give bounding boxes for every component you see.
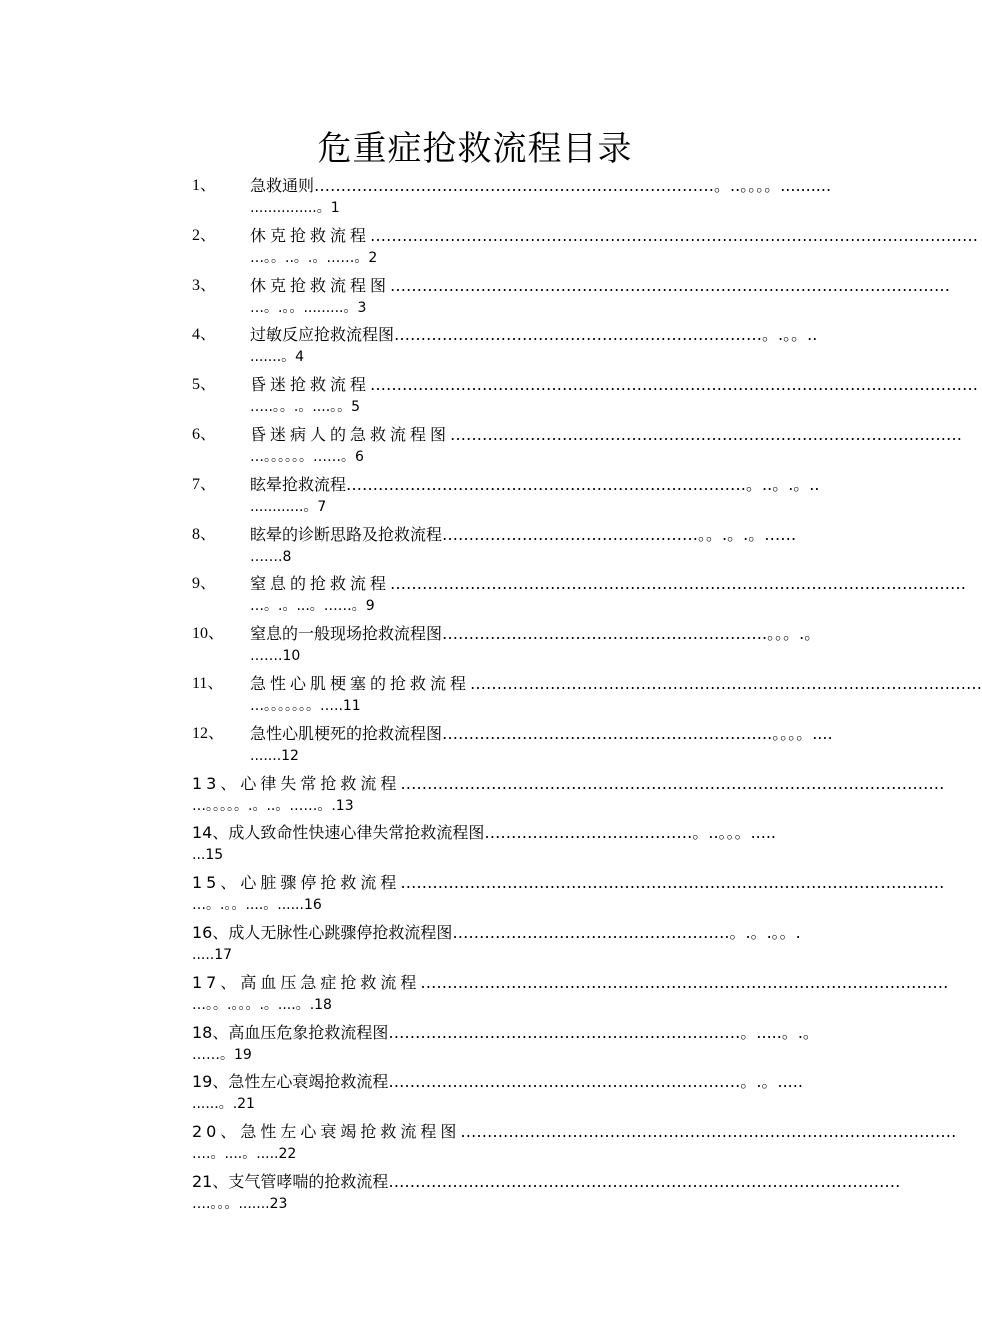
toc-entry-number: 15、 (192, 873, 241, 893)
toc-entry-leader: ………………………………………………………………………………… (460, 1122, 957, 1142)
toc-entry (0, 1120, 957, 1170)
toc-entry (0, 274, 950, 324)
toc-entry-number: 2、 (192, 226, 217, 244)
toc-entry-label: 心脏骤停抢救流程 (240, 873, 401, 893)
toc-entry (0, 921, 950, 971)
toc-entry-title-line (250, 672, 982, 696)
toc-entry-leader: ………………………………………………………………………………………… (400, 773, 945, 793)
toc-entry-label: 急性心肌梗塞的抢救流程 (250, 674, 471, 693)
toc-entry-label: 心律失常抢救流程 (240, 773, 401, 793)
toc-entry (0, 523, 950, 573)
toc-entry-label: 急性左心衰竭抢救流程 (228, 1072, 389, 1092)
toc-entry-label: 休克抢救流程图 (250, 275, 391, 295)
toc-entry-number: 10、 (192, 625, 225, 643)
toc-entry-title-line (250, 572, 967, 596)
toc-entry-title-line (192, 971, 949, 995)
toc-entry-page: ……。19 (192, 1046, 252, 1063)
toc-entry-label: 窒息的抢救流程 (250, 574, 391, 594)
toc-entry-title-line (250, 423, 963, 447)
toc-entry (0, 224, 979, 274)
toc-entry (0, 971, 950, 1021)
toc-entry-number: 14、 (192, 823, 229, 843)
toc-entry-page: …..。。.。....。。5 (250, 399, 361, 416)
toc-entry-number: 21、 (192, 1172, 229, 1191)
toc-entry-title-line (250, 174, 900, 198)
toc-entry-page: …。。..。.。……。2 (250, 249, 378, 266)
toc-entry-label: 休克抢救流程 (250, 225, 371, 245)
toc-entry-title-line (250, 274, 951, 298)
toc-entry-number: 9、 (192, 575, 217, 593)
toc-entry-number: 5、 (192, 376, 217, 394)
toc-entry (0, 722, 950, 772)
toc-entry-page: …….10 (250, 648, 301, 665)
toc-entry-label: 支气管哮喘的抢救流程 (228, 1172, 389, 1191)
toc-entry-leader: …………………………………………….。.。.。。. (452, 923, 801, 942)
toc-entry-page: ….。....。.....22 (192, 1146, 297, 1163)
toc-entry-leader: …………………………………………………….。。。.。 (442, 624, 821, 644)
document-title: 危重症抢救流程目录 (317, 129, 633, 169)
toc-entry-number: 19、 (192, 1072, 229, 1092)
toc-entry-leader: …………………………………………………………………。..。。。。.......... (314, 176, 832, 195)
toc-entry-leader: …………………………………………………………………………………………………… (370, 225, 979, 245)
toc-entry-title-line (192, 772, 945, 796)
toc-entry-leader: …………………………………………………………………………………………… (390, 275, 951, 295)
toc-entry-number: 16、 (192, 923, 229, 942)
toc-entry-page: …。。.。。。.。....。.18 (192, 996, 332, 1013)
toc-entry-number: 13、 (192, 773, 241, 793)
toc-entry-leader: …………………………………………………………………………………… (470, 674, 982, 693)
toc-entry-number: 12、 (192, 724, 225, 742)
toc-entry-number: 6、 (192, 426, 217, 443)
toc-entry-page: …。.。。....。......16 (192, 897, 322, 914)
toc-entry-leader: …………………………………………………………………………………… (388, 1172, 901, 1191)
toc-entry-title-line (192, 1170, 900, 1194)
toc-entry-page: …….8 (250, 548, 292, 565)
toc-entry-label: 昏迷病人的急救流程图 (250, 425, 451, 444)
toc-entry-leader: ………………………………………………………………………………………… (400, 873, 945, 893)
toc-entry-number: 7、 (192, 475, 217, 493)
toc-entry-number: 3、 (192, 276, 217, 294)
toc-entry (0, 772, 950, 822)
toc-entry-title-line (250, 722, 900, 746)
toc-entry-number: 11、 (192, 675, 224, 692)
toc-entry-label: 高血压急症抢救流程 (240, 972, 421, 992)
toc-entry-title-line (250, 473, 900, 497)
toc-entry-leader: ……………………………………………………..。。。。.... (442, 723, 833, 743)
toc-entry (0, 1021, 950, 1071)
toc-entry-page: ...15 (192, 847, 224, 864)
toc-entry (0, 373, 979, 423)
toc-entry-number: 1、 (192, 177, 217, 194)
toc-entry-page: .......12 (250, 747, 299, 764)
toc-entry-number: 20、 (192, 1122, 241, 1142)
toc-entry-page: .......。4 (250, 349, 305, 366)
toc-entry-title-line (192, 821, 900, 845)
toc-entry-number: 18、 (192, 1022, 229, 1042)
toc-entry-title-line (250, 622, 900, 646)
toc-entry (0, 672, 982, 722)
toc-entry-page: …。。。。。。。…..11 (250, 698, 361, 714)
toc-entry (0, 821, 950, 871)
toc-entry-page: …。.。。.........。3 (250, 299, 367, 316)
toc-entry-title-line (192, 1120, 957, 1144)
toc-entry-number: 17、 (192, 972, 241, 992)
toc-entry (0, 572, 967, 622)
toc-entry-label: 成人无脉性心跳骤停抢救流程图 (228, 923, 453, 942)
toc-entry-title-line (250, 373, 979, 397)
toc-entry-number: 8、 (192, 525, 217, 543)
toc-entry-label: 窒息的一般现场抢救流程图 (250, 624, 443, 644)
toc-entry-label: 成人致命性快速心律失常抢救流程图 (228, 823, 485, 843)
toc-entry-title-line (192, 921, 900, 945)
toc-entry-title-line (192, 871, 945, 895)
toc-entry-leader: ……………………………………………………………………………………… (420, 972, 949, 992)
toc-entry (0, 1070, 950, 1120)
toc-entry-number: 4、 (192, 326, 217, 344)
toc-entry-leader: …………………………………………………………。.。..... (388, 1072, 803, 1092)
toc-entry-title-line (250, 323, 900, 347)
toc-entry-leader: …………………………………………………………………………………… (450, 425, 963, 444)
toc-entry (0, 473, 950, 523)
toc-entry-leader: …………………………………………………………………。..。.。.. (346, 474, 820, 494)
toc-entry-label: 昏迷抢救流程 (250, 375, 371, 395)
toc-entry-label: 高血压危象抢救流程图 (228, 1022, 389, 1042)
toc-entry-leader: ……………………………………………………………。.。。.. (394, 325, 818, 345)
toc-entry-page: ......。.21 (192, 1096, 255, 1113)
toc-entry-page: …。。。。。.。..。……。.13 (192, 797, 354, 814)
toc-entry-page: ............。7 (250, 498, 327, 515)
toc-entry (0, 323, 950, 373)
toc-entry-page: .....17 (192, 947, 233, 963)
toc-entry-leader: …………………………………………………………………………………………………… (370, 375, 979, 395)
toc-entry (0, 174, 950, 224)
toc-entry-title-line (250, 523, 900, 547)
toc-entry-leader: …………………………………………………………。.....。.。 (388, 1022, 819, 1042)
toc-entry-label: 眩晕抢救流程 (250, 474, 347, 494)
toc-entry-page: …。.。...。……。9 (250, 598, 375, 615)
toc-entry-page: …。。。。。。……。6 (250, 449, 364, 465)
toc-entry (0, 1170, 950, 1220)
toc-entry (0, 423, 963, 473)
toc-entry (0, 622, 950, 672)
toc-entry-label: 过敏反应抢救流程图 (250, 325, 395, 345)
toc-entry-title-line (192, 1070, 900, 1094)
toc-entry-label: 眩晕的诊断思路及抢救流程 (250, 524, 443, 544)
toc-entry-page: ...............。1 (250, 200, 340, 216)
toc-entry-leader: …………………………………。..。。。..... (484, 823, 776, 843)
toc-entry-leader: ……………………………………………………………………………………………… (390, 574, 967, 594)
toc-entry-label: 急救通则 (250, 176, 315, 195)
toc-entry-title-line (192, 1021, 900, 1045)
toc-entry-label: 急性左心衰竭抢救流程图 (240, 1122, 461, 1142)
toc-entry-label: 急性心肌梗死的抢救流程图 (250, 723, 443, 743)
toc-entry (0, 871, 950, 921)
toc-entry-leader: …………………………………………。。.。.。…… (442, 524, 797, 544)
toc-entry-title-line (250, 224, 979, 248)
toc-entry-page: ….。。。.......23 (192, 1196, 288, 1212)
